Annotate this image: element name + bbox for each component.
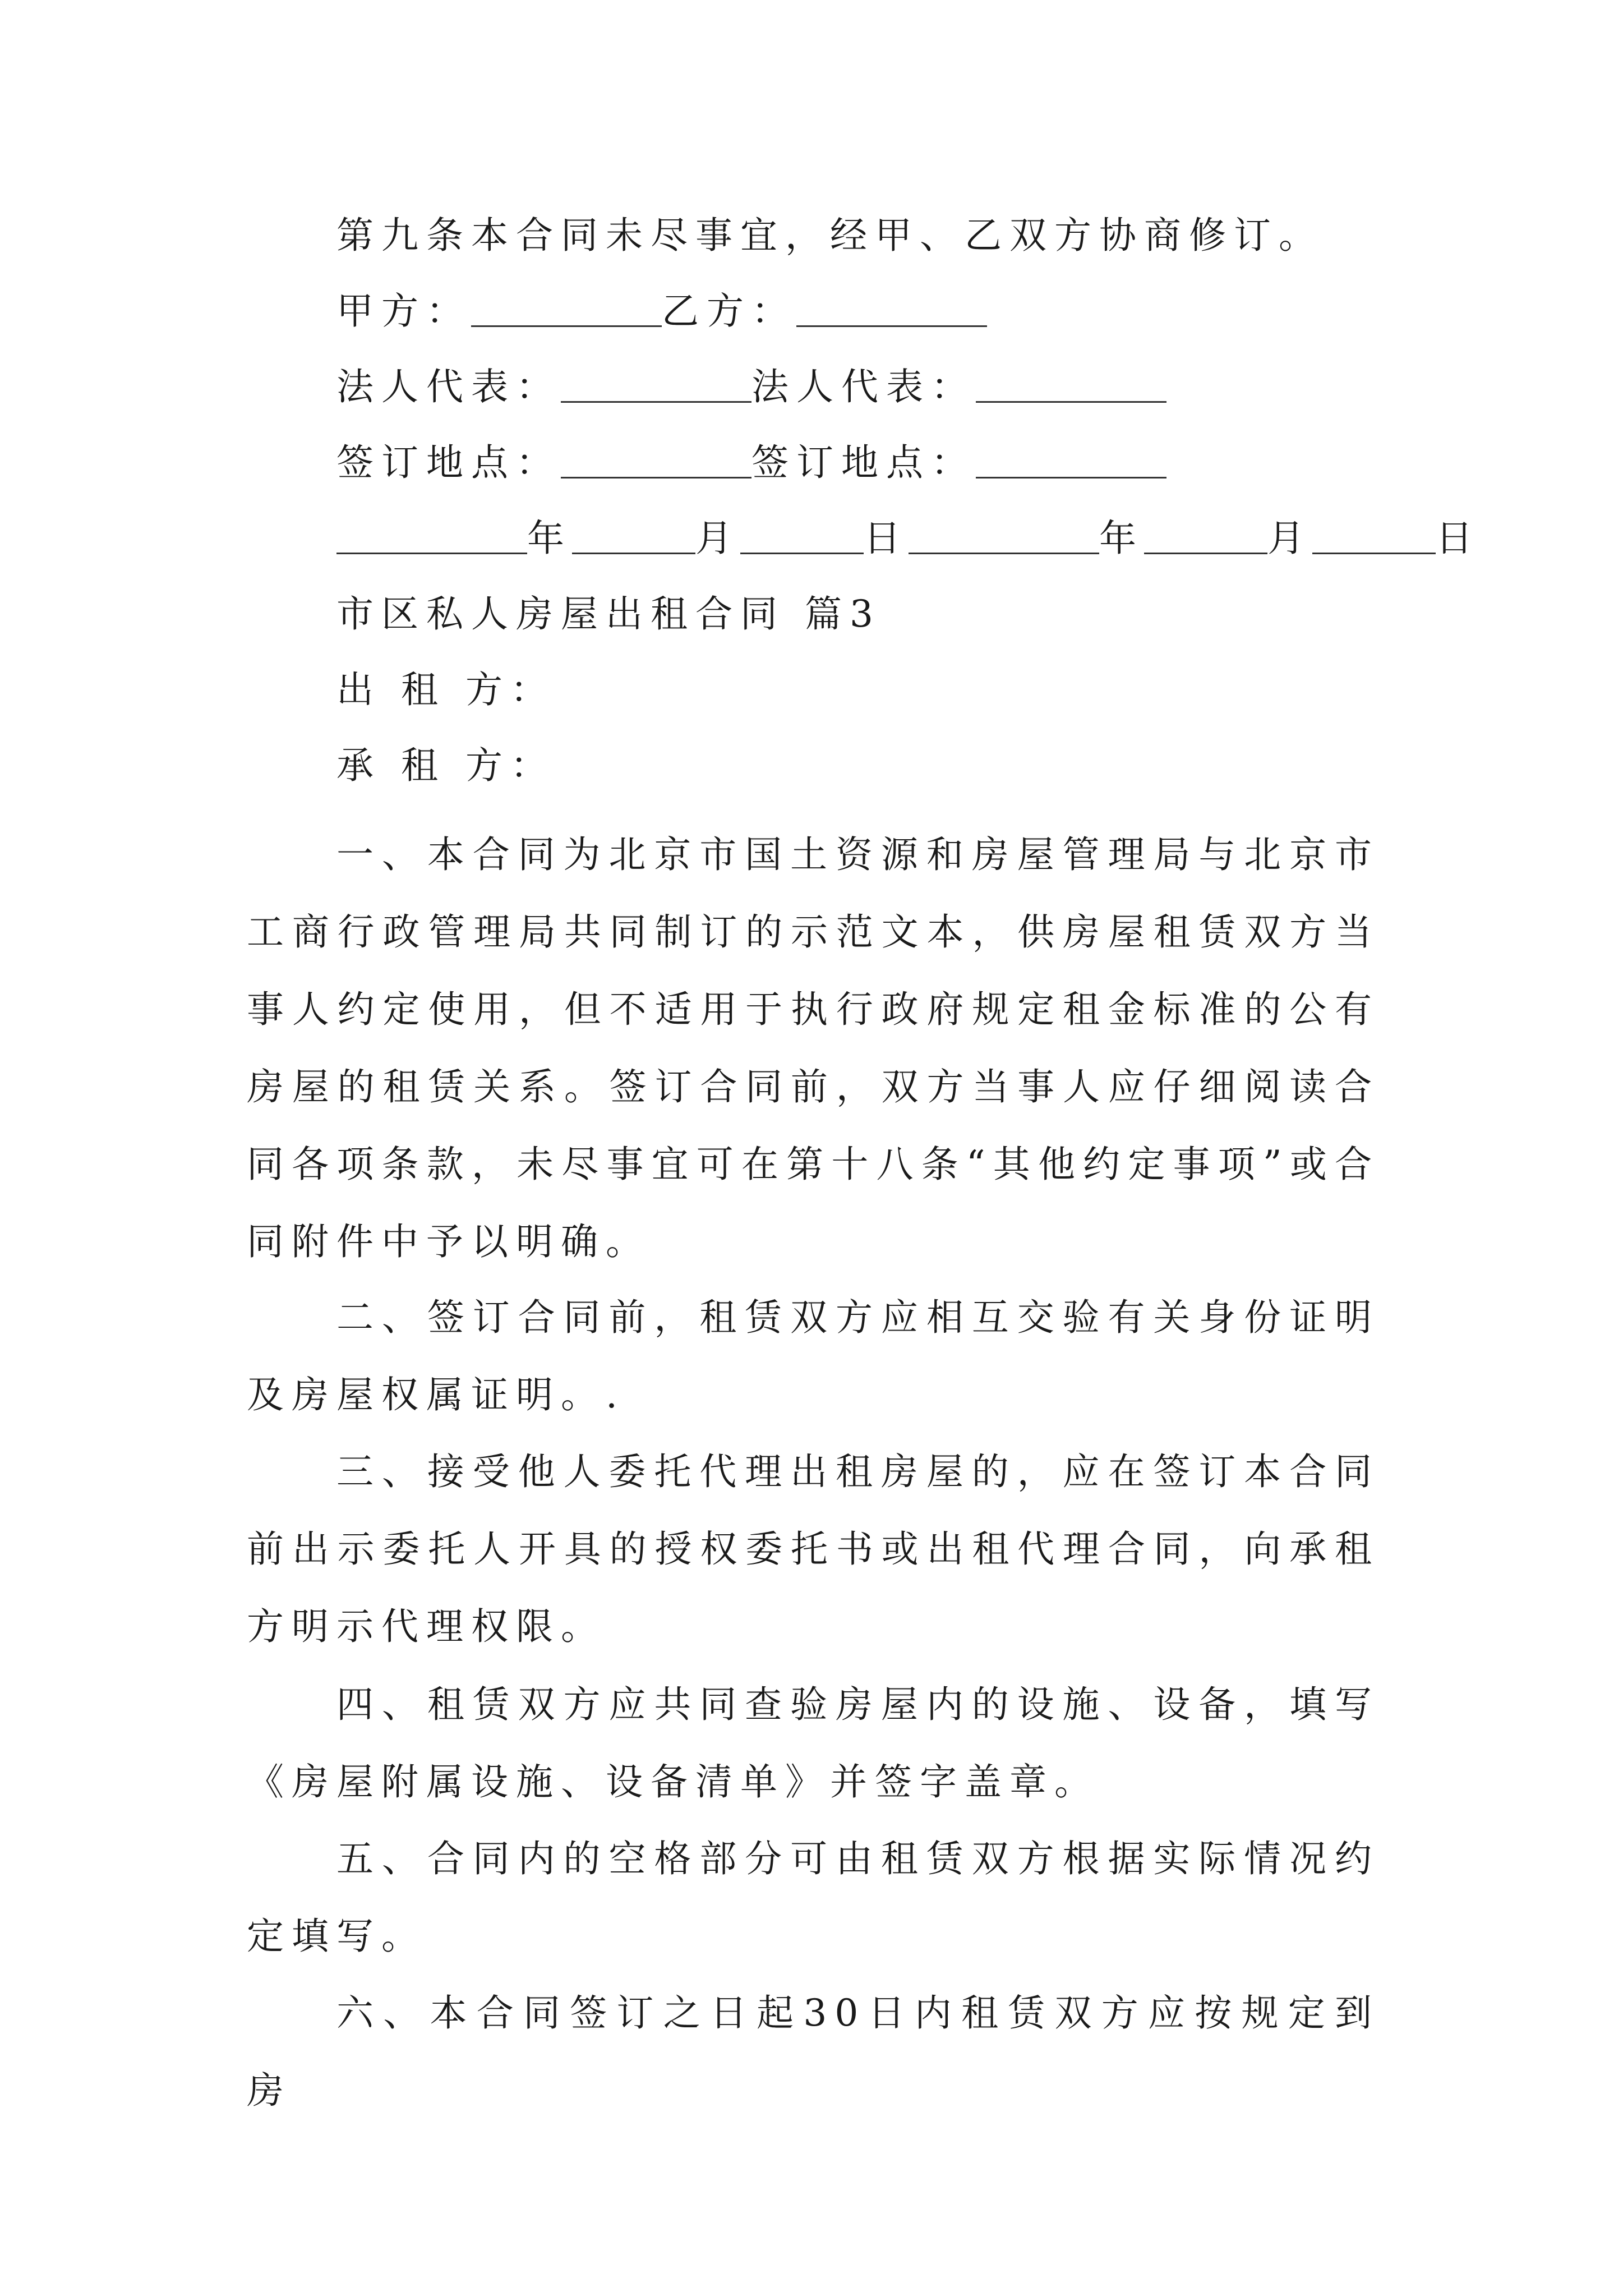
- section-title: 市区私人房屋出租合同 篇3: [336, 592, 881, 636]
- date-row: [336, 513, 1481, 564]
- month-a-blank[interactable]: [572, 519, 695, 554]
- year-b-label: 年: [1099, 517, 1144, 560]
- party-a-label: 甲方：: [336, 289, 471, 333]
- month-a-label: 月: [695, 517, 740, 560]
- lessee-label: 承 租 方：: [336, 744, 555, 787]
- place-b-label: 签订地点：: [751, 441, 976, 484]
- clause-9: 第九条本合同未尽事宜，经甲、乙双方协商修订。: [336, 214, 1324, 257]
- year-b-blank[interactable]: [909, 519, 1099, 554]
- paragraph-1: 一、本合同为北京市国土资源和房屋管理局与北京市工商行政管理局共同制订的示范文本，供房屋租赁双方当事人约定使用，但不适用于执行政府规定租金标准的公有房屋的租赁关系。签订合同前，双方当事人应仔细阅读合同各项条款，未尽事宜可在第十八条“其他约定事项”或合同附件中予以明确。: [247, 833, 1380, 1263]
- legal-rep-a-blank[interactable]: [561, 367, 751, 403]
- paragraph-4: 四、租赁双方应共同查验房屋内的设施、设备，填写《房屋附属设施、设备清单》并签字盖章。: [247, 1683, 1380, 1803]
- party-a-blank[interactable]: [471, 292, 662, 327]
- day-a-label: 日: [864, 517, 909, 560]
- year-a-label: 年: [527, 517, 572, 560]
- paragraph-6: 六、本合同签订之日起30日内租赁双方应按规定到房: [247, 1991, 1380, 2112]
- legal-rep-a-label: 法人代表：: [336, 365, 561, 408]
- party-b-label: 乙方：: [662, 289, 796, 333]
- year-a-blank[interactable]: [336, 519, 527, 554]
- day-a-blank[interactable]: [740, 519, 864, 554]
- paragraph-2: 二、签订合同前，租赁双方应相互交验有关身份证明及房屋权属证明。.: [247, 1296, 1380, 1416]
- month-b-label: 月: [1267, 517, 1312, 560]
- paragraph-3: 三、接受他人委托代理出租房屋的，应在签订本合同前出示委托人开具的授权委托书或出租代理合同，向承租方明示代理权限。: [247, 1450, 1380, 1648]
- day-b-blank[interactable]: [1312, 519, 1436, 554]
- place-a-blank[interactable]: [561, 443, 751, 478]
- lessor-label: 出 租 方：: [336, 668, 555, 711]
- legal-rep-b-blank[interactable]: [976, 367, 1166, 403]
- signature-row-legal-rep: [336, 362, 1166, 412]
- day-b-label: 日: [1436, 517, 1481, 560]
- month-b-blank[interactable]: [1144, 519, 1267, 554]
- place-a-label: 签订地点：: [336, 441, 561, 484]
- legal-rep-b-label: 法人代表：: [751, 365, 976, 408]
- paragraph-5: 五、合同内的空格部分可由租赁双方根据实际情况约定填写。: [247, 1837, 1380, 1958]
- signature-row-place: [336, 438, 1166, 488]
- signature-row-party: [336, 286, 987, 337]
- party-b-blank[interactable]: [796, 292, 987, 327]
- place-b-blank[interactable]: [976, 443, 1166, 478]
